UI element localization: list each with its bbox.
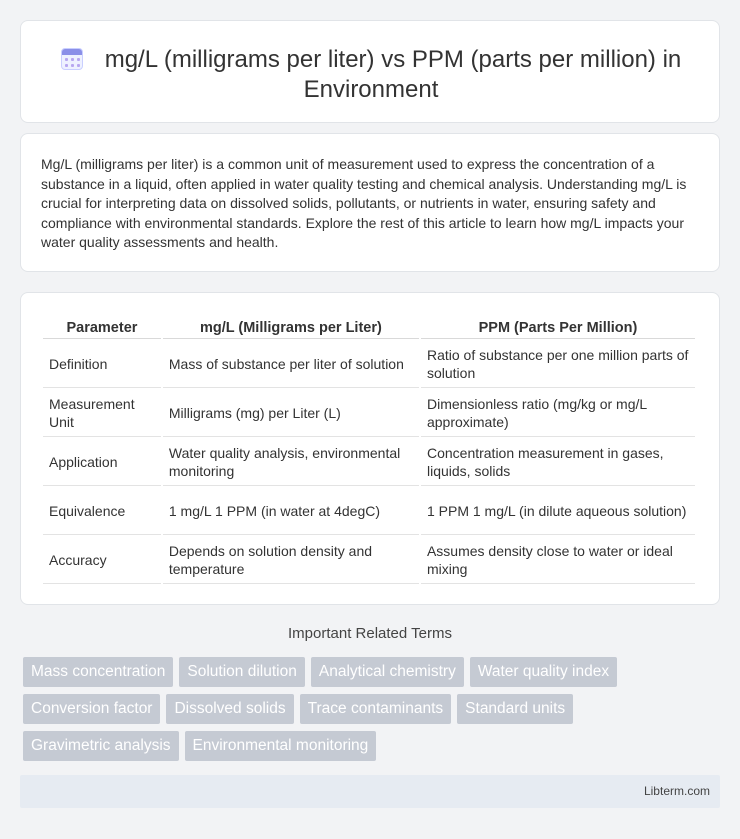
tag-mass-concentration[interactable]: Mass concentration (23, 657, 173, 687)
tag-water-quality-index[interactable]: Water quality index (470, 657, 617, 687)
related-terms-tags (23, 657, 723, 761)
intro-card (20, 133, 720, 272)
tag-solution-dilution[interactable]: Solution dilution (179, 657, 304, 687)
header-card (20, 20, 720, 123)
row-ppm-value: Ratio of substance per one million parts of solution (421, 341, 695, 388)
title-line-1: mg/L (milligrams per liter) vs PPM (parts per million) in (104, 46, 682, 73)
tag-trace-contaminants[interactable]: Trace contaminants (300, 694, 452, 724)
row-ppm-value: Assumes density close to water or ideal mixing (421, 537, 695, 584)
table-row (43, 488, 695, 535)
table-row (43, 390, 695, 437)
row-parameter: Definition (43, 341, 161, 388)
row-mgl-value: Mass of substance per liter of solution (163, 341, 419, 388)
table-row (43, 341, 695, 388)
row-parameter: Equivalence (43, 488, 161, 535)
header-ppm: PPM (Parts Per Million) (421, 317, 695, 339)
row-parameter: Accuracy (43, 537, 161, 584)
tag-analytical-chemistry[interactable]: Analytical chemistry (311, 657, 464, 687)
footer (20, 775, 720, 808)
row-parameter: Measurement Unit (43, 390, 161, 437)
tag-dissolved-solids[interactable]: Dissolved solids (166, 694, 293, 724)
title-line-2: Environment (303, 76, 439, 103)
page-title (21, 45, 721, 105)
footer-site-link[interactable]: Libterm.com (643, 784, 710, 798)
comparison-table-card (20, 292, 720, 605)
header-parameter: Parameter (43, 317, 161, 339)
row-mgl-value: Water quality analysis, environmental monitoring (163, 439, 419, 486)
tag-conversion-factor[interactable]: Conversion factor (23, 694, 160, 724)
table-row (43, 537, 695, 584)
table-header-row (43, 317, 695, 339)
row-mgl-value: 1 mg/L 1 PPM (in water at 4degC) (163, 488, 419, 535)
row-parameter: Application (43, 439, 161, 486)
related-terms-title: Important Related Terms (288, 625, 452, 642)
tag-gravimetric-analysis[interactable]: Gravimetric analysis (23, 731, 179, 761)
row-ppm-value: 1 PPM 1 mg/L (in dilute aqueous solution) (421, 488, 695, 535)
table-row (43, 439, 695, 486)
comparison-table (41, 315, 697, 586)
intro-paragraph: Mg/L (milligrams per liter) is a common unit of measurement used to express the concentration of a substance in a liquid, often applied in water quality testing and chemical analysis. Understanding mg/L is crucial for interpreting data on dissolved solids, pollutants, or nutrients in water, ensuring safety and compliance with environmental standards. Explore the rest of this article to learn how mg/L impacts your water quality assessments and health. (41, 156, 687, 251)
row-ppm-value: Dimensionless ratio (mg/kg or mg/L approximate) (421, 390, 695, 437)
tag-standard-units[interactable]: Standard units (457, 694, 573, 724)
tag-environmental-monitoring[interactable]: Environmental monitoring (185, 731, 377, 761)
header-mgl: mg/L (Milligrams per Liter) (163, 317, 419, 339)
row-mgl-value: Milligrams (mg) per Liter (L) (163, 390, 419, 437)
calendar-icon (61, 48, 83, 70)
row-ppm-value: Concentration measurement in gases, liquids, solids (421, 439, 695, 486)
row-mgl-value: Depends on solution density and temperature (163, 537, 419, 584)
